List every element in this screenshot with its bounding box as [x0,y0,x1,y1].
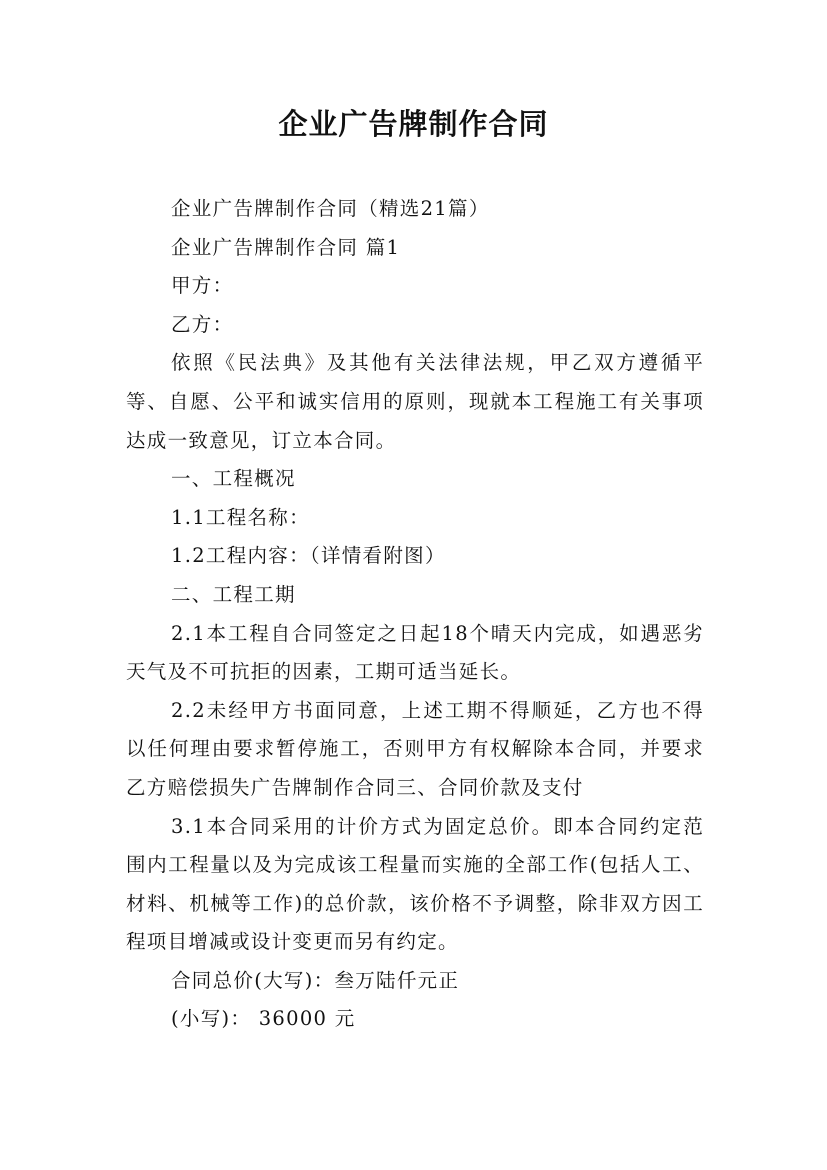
heading-project-overview: 一、工程概况 [171,467,296,491]
section-heading-paragraph: 企业广告牌制作合同 篇1 [171,235,401,259]
clause-3-1: 3.1本合同采用的计价方式为固定总价。即本合同约定范围内工程量以及为完成该工程量而实施的全部工作(包括人工、材料、机械等工作)的总价款，该价格不予调整，除非双方因工程项目增减或设计变更而另有约定。 [126,814,704,954]
clause-1-1: 1.1工程名称： [171,505,310,529]
clause-1-2: 1.2工程内容：（详情看附图） [171,544,446,568]
clause-2-2: 2.2未经甲方书面同意，上述工期不得顺延，乙方也不得以任何理由要求暂停施工，否则甲方有权解除本合同，并要求乙方赔偿损失广告牌制作合同三、合同价款及支付 [126,698,704,799]
clause-2-1: 2.1本工程自合同签定之日起18个晴天内完成，如遇恶劣天气及不可抗拒的因素，工期可适当延长。 [126,621,704,684]
total-price-lowercase: (小写)： 36000 元 [171,1007,356,1031]
subtitle-paragraph: 企业广告牌制作合同（精选21篇） [171,197,490,220]
party-a-line: 甲方： [171,274,234,298]
heading-project-schedule: 二、工程工期 [171,582,296,606]
total-price-uppercase: 合同总价(大写)：叁万陆仟元正 [171,968,460,992]
document-title: 企业广告牌制作合同 [278,107,549,141]
document-body [126,190,704,1039]
party-b-line: 乙方： [171,312,234,336]
preamble-paragraph: 依照《民法典》及其他有关法律法规，甲乙双方遵循平等、自愿、公平和诚实信用的原则，现就本工程施工有关事项达成一致意见，订立本合同。 [126,351,704,452]
